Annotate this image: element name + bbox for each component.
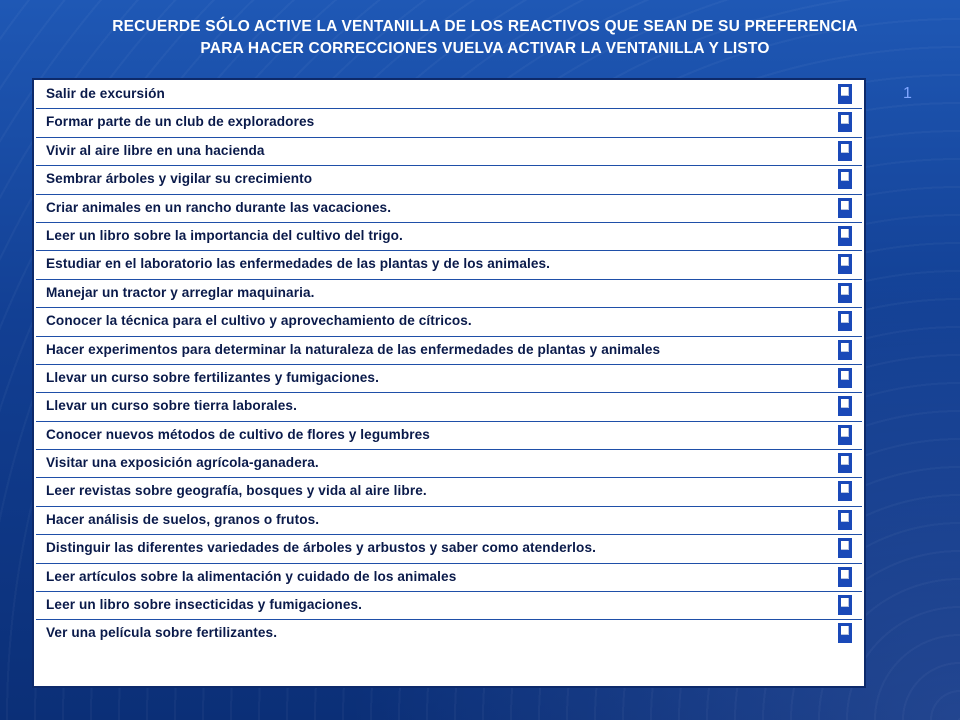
- checkbox[interactable]: [838, 453, 852, 473]
- list-item: [36, 251, 862, 279]
- item-label: Formar parte de un club de exploradores: [46, 114, 315, 130]
- instructions-line-1: RECUERDE SÓLO ACTIVE LA VENTANILLA DE LOS REACTIVOS QUE SEAN DE SU PREFERENCIA: [112, 18, 858, 35]
- item-label: Leer revistas sobre geografía, bosques y vida al aire libre.: [46, 483, 427, 499]
- item-label: Leer un libro sobre insecticidas y fumigaciones.: [46, 597, 363, 613]
- checkbox[interactable]: [838, 595, 852, 615]
- list-item: [36, 422, 862, 450]
- slide-number: 1: [903, 85, 912, 102]
- checkbox[interactable]: [838, 283, 852, 303]
- checkbox[interactable]: [838, 226, 852, 246]
- list-item: [36, 592, 862, 620]
- checkbox[interactable]: [838, 141, 852, 161]
- preferences-table: [32, 78, 866, 688]
- checkbox[interactable]: [838, 169, 852, 189]
- list-item: [36, 166, 862, 194]
- item-label: Llevar un curso sobre tierra laborales.: [46, 398, 297, 414]
- list-item: [36, 337, 862, 365]
- item-label: Leer artículos sobre la alimentación y cuidado de los animales: [46, 568, 457, 584]
- list-item: [36, 81, 862, 109]
- checkbox[interactable]: [838, 311, 852, 331]
- item-label: Hacer análisis de suelos, granos o frutos.: [46, 511, 320, 527]
- item-label: Ver una película sobre fertilizantes.: [46, 625, 278, 641]
- checkbox[interactable]: [838, 112, 852, 132]
- checkbox[interactable]: [838, 84, 852, 104]
- list-item: [36, 109, 862, 137]
- list-item: [36, 195, 862, 223]
- list-item: [36, 393, 862, 421]
- item-label: Manejar un tractor y arreglar maquinaria.: [46, 284, 315, 300]
- checkbox[interactable]: [838, 567, 852, 587]
- checkbox[interactable]: [838, 510, 852, 530]
- checkbox[interactable]: [838, 396, 852, 416]
- item-label: Sembrar árboles y vigilar su crecimiento: [46, 171, 313, 187]
- item-label: Llevar un curso sobre fertilizantes y fumigaciones.: [46, 369, 379, 385]
- item-label: Vivir al aire libre en una hacienda: [46, 142, 265, 158]
- item-label: Salir de excursión: [46, 86, 165, 101]
- item-label: Leer un libro sobre la importancia del cultivo del trigo.: [46, 227, 403, 243]
- checkbox[interactable]: [838, 198, 852, 218]
- item-label: Hacer experimentos para determinar la naturaleza de las enfermedades de plantas y animales: [46, 341, 661, 357]
- list-item: [36, 138, 862, 166]
- item-label: Distinguir las diferentes variedades de árboles y arbustos y saber como atenderlos.: [46, 540, 596, 556]
- checkbox[interactable]: [838, 481, 852, 501]
- checkbox[interactable]: [838, 425, 852, 445]
- list-item: [36, 507, 862, 535]
- list-item: [36, 365, 862, 393]
- checkbox[interactable]: [838, 254, 852, 274]
- item-label: Conocer la técnica para el cultivo y aprovechamiento de cítricos.: [46, 313, 472, 329]
- list-item: [36, 564, 862, 592]
- list-item: [36, 308, 862, 336]
- list-item: [36, 280, 862, 308]
- checkbox[interactable]: [838, 368, 852, 388]
- checkbox[interactable]: [838, 538, 852, 558]
- list-item: [36, 620, 862, 648]
- checkbox[interactable]: [838, 623, 852, 643]
- list-item: [36, 450, 862, 478]
- instructions-header: [20, 16, 950, 60]
- checkbox[interactable]: [838, 340, 852, 360]
- item-label: Conocer nuevos métodos de cultivo de flores y legumbres: [46, 426, 430, 442]
- list-item: [36, 535, 862, 563]
- instructions-line-2: PARA HACER CORRECCIONES VUELVA ACTIVAR LA VENTANILLA Y LISTO: [200, 40, 770, 57]
- item-label: Criar animales en un rancho durante las vacaciones.: [46, 199, 392, 215]
- item-label: Visitar una exposición agrícola-ganadera.: [46, 455, 319, 471]
- list-item: [36, 478, 862, 506]
- list-item: [36, 223, 862, 251]
- item-label: Estudiar en el laboratorio las enfermedades de las plantas y de los animales.: [46, 256, 551, 272]
